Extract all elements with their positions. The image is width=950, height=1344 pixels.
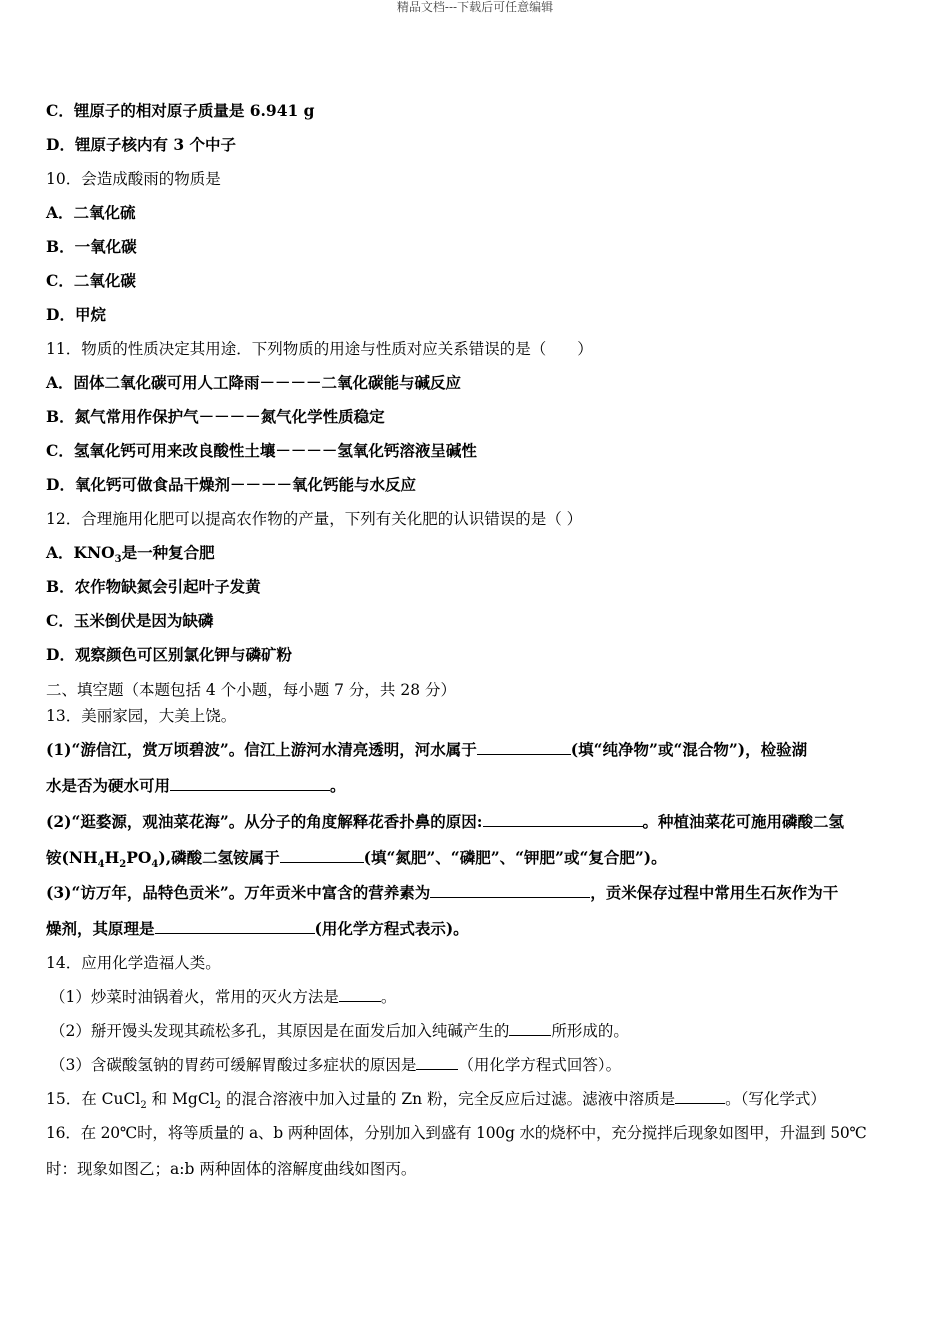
q11-option-b: B．氮气常用作保护气－－－－氮气化学性质稳定: [46, 407, 385, 426]
q12-option-d: D．观察颜色可区别氯化钾与磷矿粉: [46, 645, 292, 664]
q9-option-c: C．锂原子的相对原子质量是 6.941 g: [46, 101, 315, 120]
q13-part1-line1: (1)“游信江，赏万顷碧波”。信江上游河水清亮透明，河水属于 (填“纯净物”或“混合物”)，检验湖: [46, 740, 808, 759]
q10-option-a: A．二氧化硫: [46, 203, 136, 222]
page-header: 精品文档---下载后可任意编辑: [396, 0, 554, 14]
q10-option-c: C．二氧化碳: [46, 271, 136, 290]
answer-blank[interactable]: [170, 776, 330, 791]
q16-line2: 时：现象如图乙；a:b 两种固体的溶解度曲线如图丙。: [46, 1160, 417, 1178]
answer-blank[interactable]: [280, 848, 364, 863]
answer-blank[interactable]: [155, 919, 315, 934]
q11-option-d: D．氧化钙可做食品干燥剂－－－－氧化钙能与水反应: [46, 475, 416, 494]
answer-blank[interactable]: [339, 987, 381, 1002]
answer-blank[interactable]: [477, 740, 571, 755]
section-heading: 二、填空题（本题包括 4 个小题，每小题 7 分，共 28 分）: [46, 681, 457, 699]
answer-blank[interactable]: [416, 1055, 458, 1070]
q12-option-b: B．农作物缺氮会引起叶子发黄: [46, 577, 261, 596]
q12-option-a: A．$KNO_3$是一种复合肥: [46, 543, 215, 566]
q13-part2-line2: 铵$(NH_4H_2PO_4)$,磷酸二氢铵属于 (填“氮肥”、“磷肥”、“钾肥”或“复合肥”)。: [46, 848, 667, 871]
q14-part2: （2）掰开馒头发现其疏松多孔，其原因是在面发后加入纯碱产生的 所形成的。: [50, 1022, 629, 1040]
q11-option-a: A．固体二氧化碳可用人工降雨－－－－二氧化碳能与碱反应: [46, 373, 462, 392]
q13-part3-line2: 燥剂，其原理是 (用化学方程式表示)。: [46, 919, 469, 938]
q14-stem: 14．应用化学造福人类。: [46, 954, 221, 972]
answer-blank[interactable]: [430, 883, 590, 898]
q13-part3-line1: (3)“访万年，品特色贡米”。万年贡米中富含的营养素为 ，贡米保存过程中常用生石灰作为干: [46, 883, 839, 902]
answer-blank[interactable]: [675, 1089, 725, 1104]
q15: 15．在 CuCl$_2$ 和 MgCl$_2$ 的混合溶液中加入过量的 Zn 粉，完全反应后过滤。滤液中溶质是 。（写化学式）: [46, 1090, 826, 1112]
q11-stem: 11．物质的性质决定其用途．下列物质的用途与性质对应关系错误的是（ ）: [46, 340, 593, 358]
q10-option-d: D．甲烷: [46, 305, 106, 324]
q10-option-b: B．一氧化碳: [46, 237, 137, 256]
q14-part1: （1）炒菜时油锅着火，常用的灭火方法是 。: [50, 988, 397, 1006]
q12-option-c: C．玉米倒伏是因为缺磷: [46, 611, 214, 630]
answer-blank[interactable]: [509, 1021, 551, 1036]
answer-blank[interactable]: [483, 812, 643, 827]
q12-stem: 12．合理施用化肥可以提高农作物的产量，下列有关化肥的认识错误的是（ ）: [46, 510, 583, 528]
q11-option-c: C．氢氧化钙可用来改良酸性土壤－－－－氢氧化钙溶液呈碱性: [46, 441, 477, 460]
q10-stem: 10．会造成酸雨的物质是: [46, 170, 221, 188]
q14-part3: （3）含碳酸氢钠的胃药可缓解胃酸过多症状的原因是 （用化学方程式回答）。: [50, 1056, 622, 1074]
q13-part1-line2: 水是否为硬水可用 。: [46, 776, 346, 795]
q16-line1: 16．在 20℃时，将等质量的 a、b 两种固体，分别加入到盛有 100g 水的烧杯中，充分搅拌后现象如图甲，升温到 50℃: [46, 1124, 867, 1142]
q13-part2-line1: (2)“逛婺源，观油菜花海”。从分子的角度解释花香扑鼻的原因: 。种植油菜花可施用磷酸二氢: [46, 812, 845, 831]
q13-stem: 13．美丽家园，大美上饶。: [46, 707, 237, 725]
q9-option-d: D．锂原子核内有 3 个中子: [46, 135, 237, 154]
